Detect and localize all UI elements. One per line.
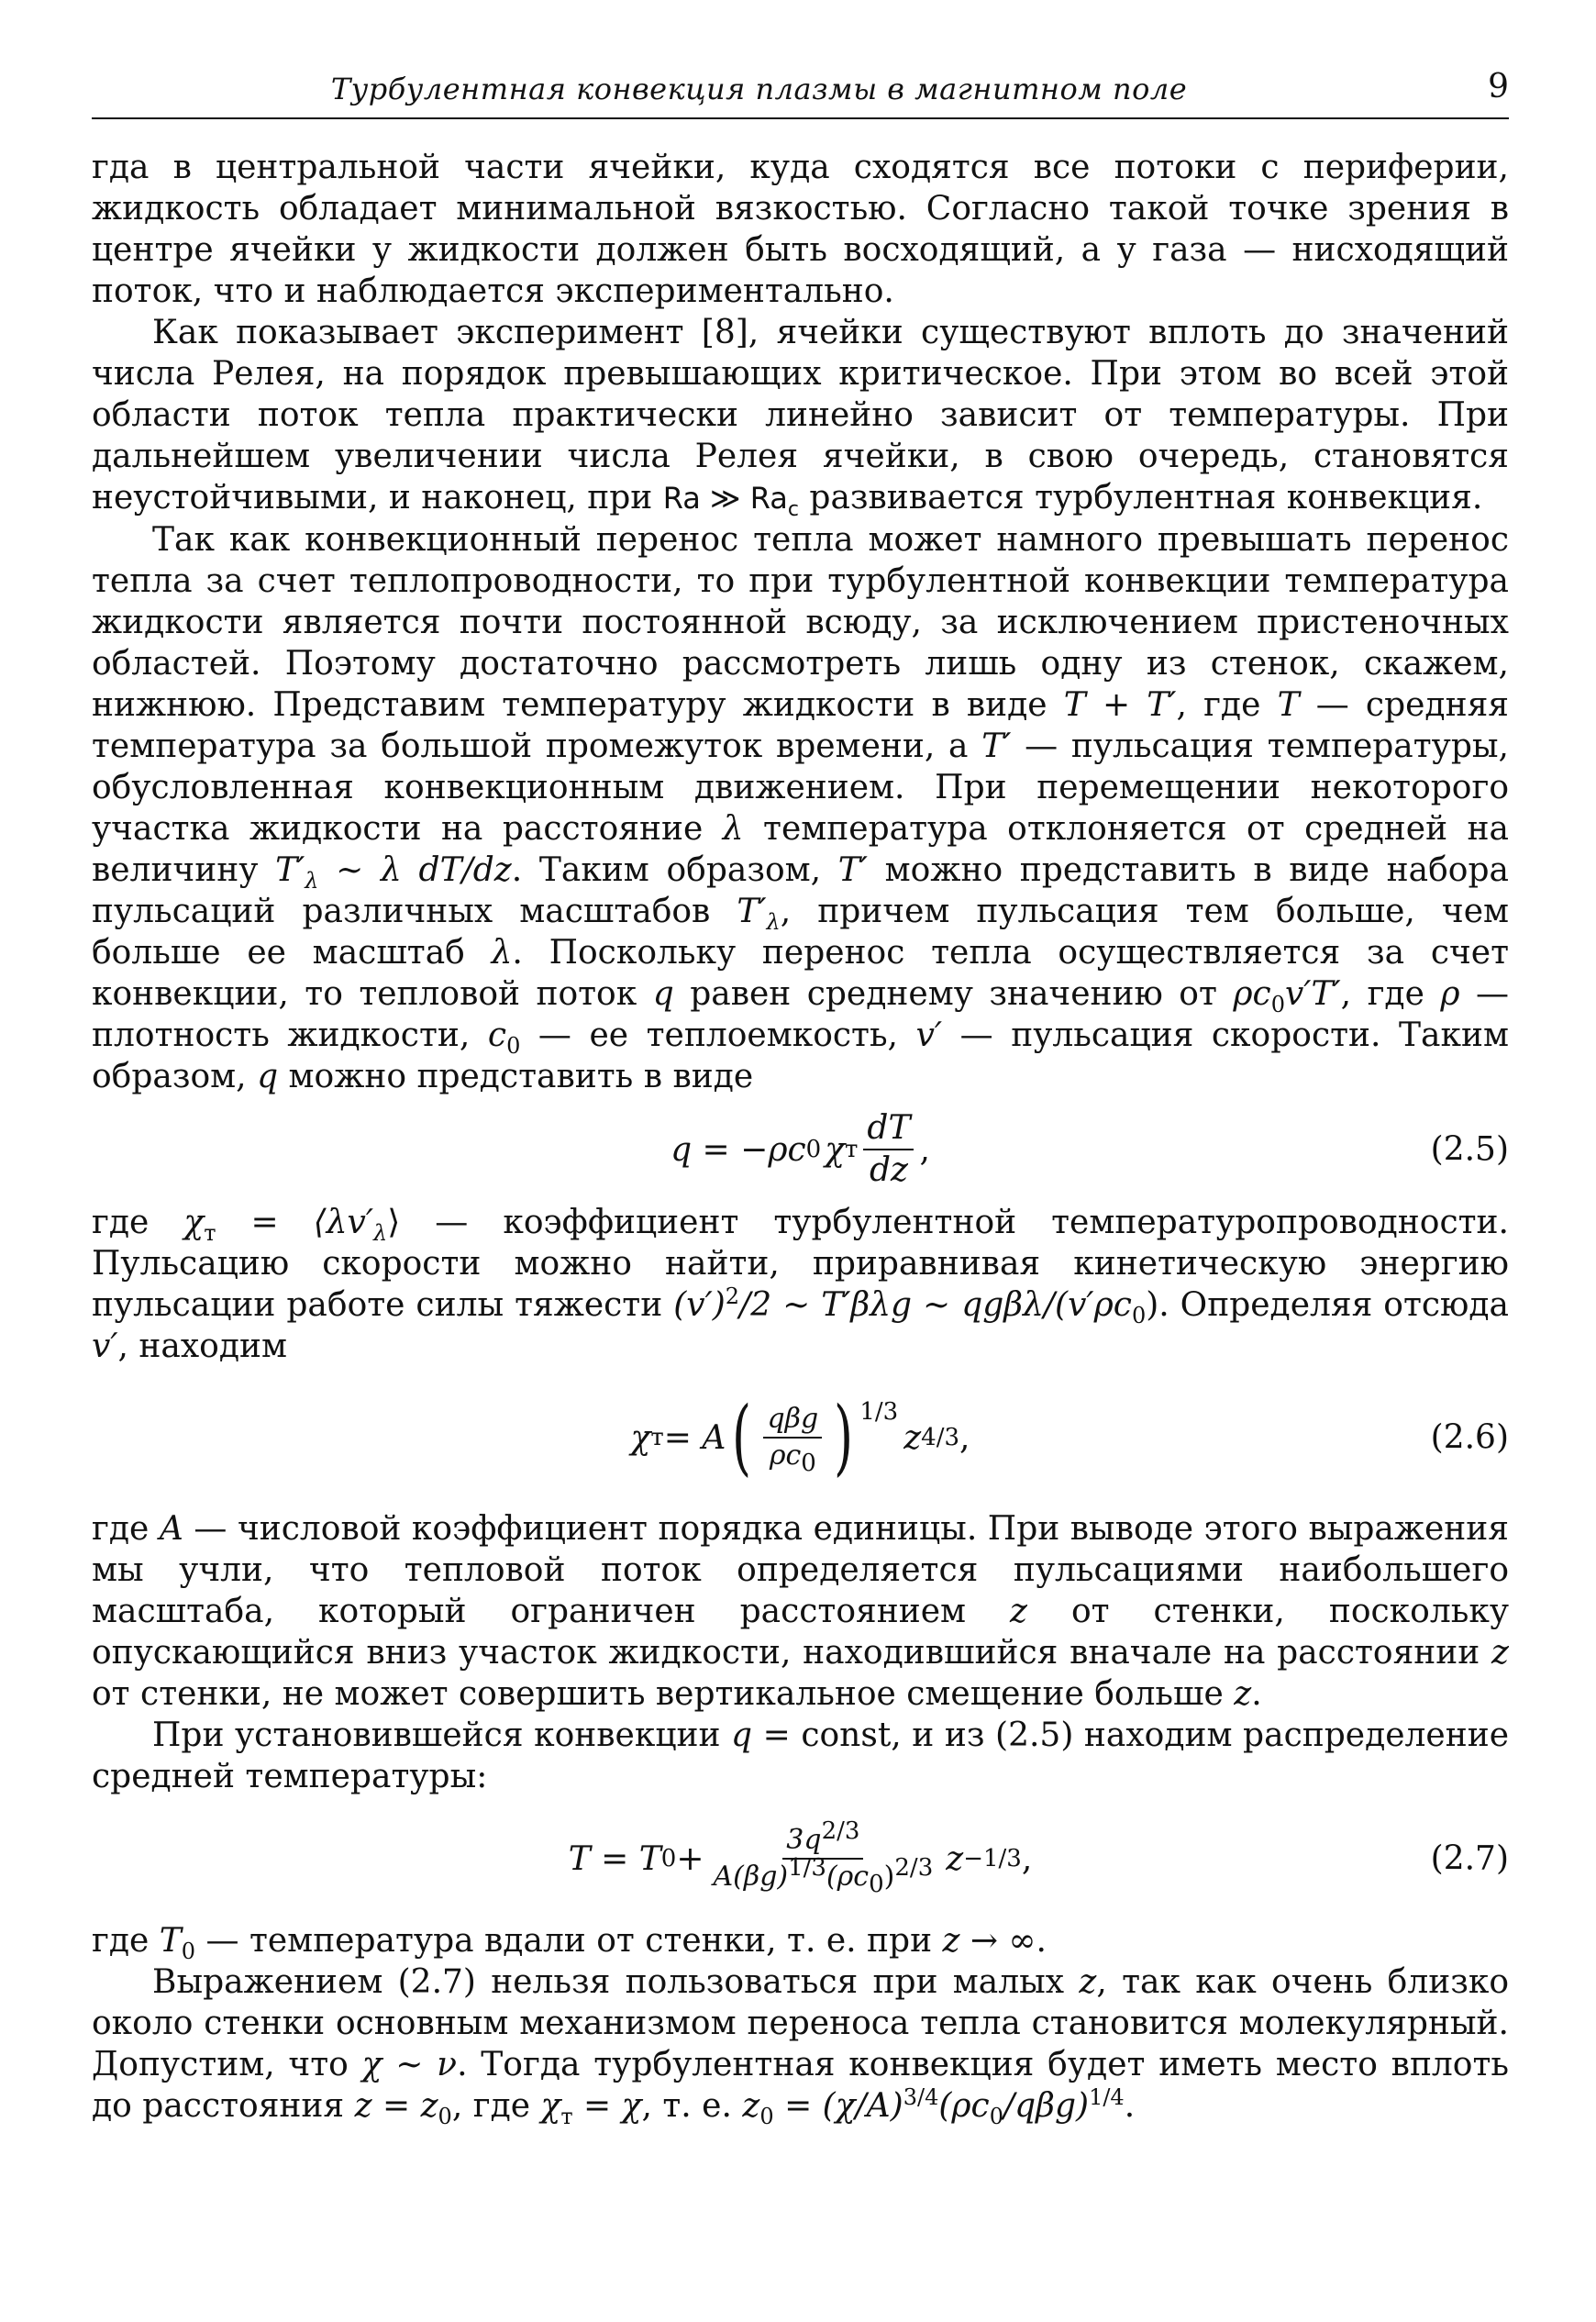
fraction-qbg-rhoc0: $\frac{\text{qβg}}{\rho c_0}$ (763, 1404, 822, 1472)
equation-number: (2.6) (1430, 1418, 1509, 1457)
page-number: 9 (1488, 68, 1509, 106)
paragraph-5: где A — числовой коэффициент порядка единицы. При выводе этого выражения мы учли, что тепловой поток определяется пульсациями наибольшего масштаба, который ограничен расстоянием z от стенки, поскольку опускающийся вниз участок жидкости, находившийся вначале на расстоянии z от стенки, не может совершить вертикальное смещение больше z. (92, 1510, 1510, 1713)
running-title: Турбулентная конвекция плазмы в магнитном поле (330, 72, 1188, 106)
running-header (92, 64, 1509, 119)
equation-2-6: χ т = A ( $\frac{\text{qβg}}{\rho c_0}$ ) $^{1/3}$ z 4/3 , (2.6) (630, 1389, 1509, 1485)
paragraph-3: Так как конвекционный перенос тепла может намного превышать перенос тепла за счет теплопроводности, то при турбулентной конвекции температура жидкости является почти постоянной всюду, за исключением пристеночных областей. Поэтому достаточно рассмотреть лишь одну из стенок, скажем, нижнюю. Представим температуру жидкости в виде T + T′, где T — средняя температура за большой промежуток времени, а T′ — пульсация температуры, обусловленная конвекционным движением. При перемещении некоторого участка жидкости на расстояние λ температура отклоняется от средней на величину $T'_\lambda$ ∼ λ dT/dz. Таким образом, T′ можно представить в виде набора пульсаций различных масштабов $T'_\lambda$, причем пульсация тем больше, чем больше ее масштаб λ. Поскольку перенос тепла осуществляется за счет конвекции, то тепловой поток q равен среднему значению от $\rho c_0v'T'$, где ρ — плотность жидкости, $c_0$ — ее теплоемкость, v′ — пульсация скорости. Таким образом, q можно представить в виде (92, 521, 1510, 1095)
right-paren: ) (834, 1389, 854, 1485)
fraction-dT-dz: $\frac{dT}{dz}$ (863, 1110, 914, 1189)
paragraph-7: где $T_0$ — температура вдали от стенки, т. е. при z → ∞. (92, 1922, 1047, 1965)
fraction-2-7: $\frac{3q^{2/3}}{A(\beta g)^{1/3}(\rho c_0)^{2/3}}$ (713, 1817, 934, 1898)
paragraph-1: гда в центральной части ячейки, куда сходятся все потоки с периферии, жидкость обладает минимальной вязкостью. Согласно такой точке зрения в центре ячейки у жидкости должен быть восходящий, а у газа — нисходящий поток, что и наблюдается экспериментально. (92, 149, 1509, 310)
equation-number: (2.7) (1430, 1839, 1509, 1878)
page (92, 64, 1510, 2130)
paragraph-6: При установившейся конвекции q = const, и из (2.5) находим распределение средней температуры: (92, 1717, 1510, 1795)
paragraph-4: где $\chi_т$ = $⟨\lambda v'_\lambda⟩$ — коэффициент турбулентной температуропроводности. Пульсацию скорости можно найти, приравнивая кинетическую энергию пульсации работе силы тяжести $(v')^2/2$ ∼ T′βλg ∼ qgβλ/$(v'\rho c_0)$. Определяя отсюда v′, находим (92, 1204, 1509, 1365)
left-paren: ( (732, 1389, 752, 1485)
equation-number: (2.5) (1430, 1130, 1509, 1169)
paragraph-2: Как показывает эксперимент [8], ячейки существуют вплоть до значений числа Релея, на порядок превышающих критическое. При этом во всей этой области поток тепла практически линейно зависит от температуры. При дальнейшем увеличении числа Релея ячейки, в свою очередь, становятся неустойчивыми, и наконец, при Ra ≫ $Ra_c$ развивается турбулентная конвекция. (92, 314, 1509, 522)
equation-2-7: T = T 0 + $\frac{3q^{2/3}}{A(\beta g)^{1/3}(\rho c_0)^{2/3}}$ z −1/3 , (2.7) (568, 1817, 1509, 1898)
paragraph-8: Выражением (2.7) нельзя пользоваться при малых z, так как очень близко около стенки основным механизмом переноса тепла становится молекулярный. Допустим, что χ ∼ ν. Тогда турбулентная конвекция будет иметь место вплоть до расстояния $z = z_0$, где $\chi_т = \chi$, т. е. $z_0 = (\chi/A)^{3/4}(\rho c_0/q\beta g)^{1/4}$. (92, 1963, 1509, 2130)
equation-2-5: q = −ρc 0 χ т $\frac{dT}{dz}$ , (2.5) (671, 1109, 1509, 1189)
